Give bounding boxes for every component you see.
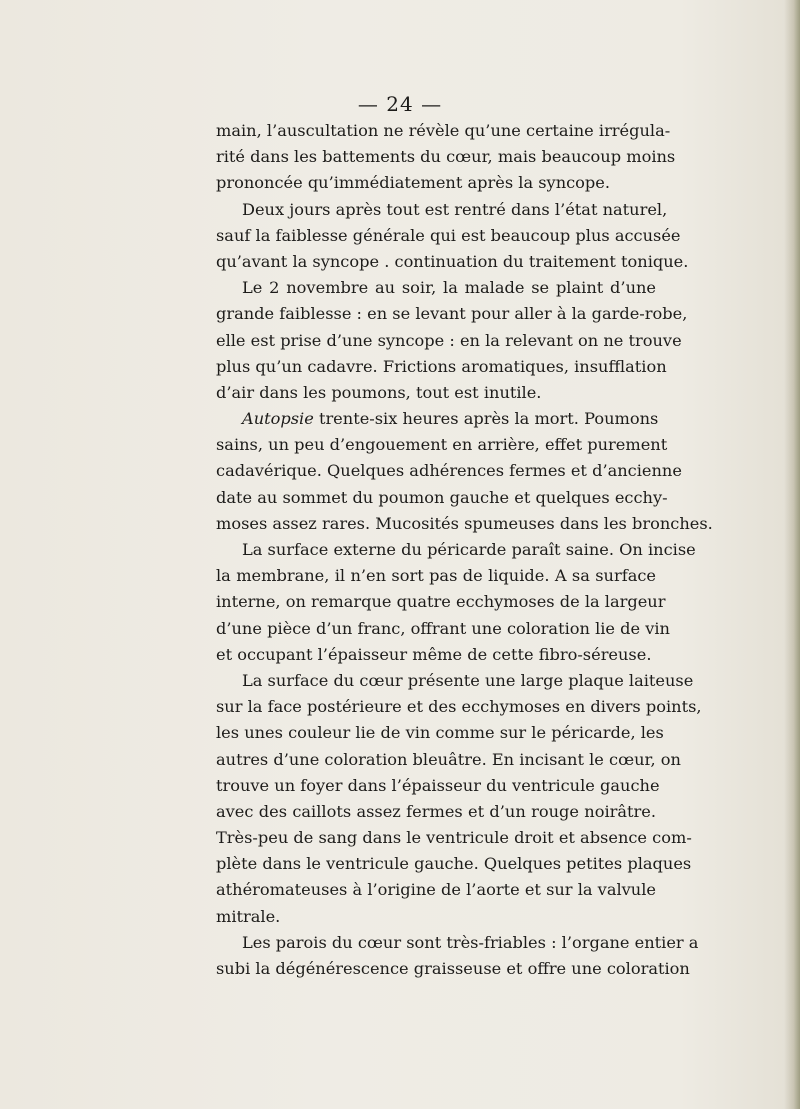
text-line: plète dans le ventricule gauche. Quelques petites plaques (216, 854, 692, 874)
text-line: cadavérique. Quelques adhérences fermes et d’ancienne (216, 461, 682, 481)
text-line: rité dans les battements du cœur, mais beaucoup moins (216, 147, 676, 167)
text-line: d’une pièce d’un franc, offrant une coloration lie de vin (216, 618, 670, 638)
text-line: trouve un foyer dans l’épaisseur du ventricule gauche (216, 775, 660, 795)
text-line: grande faiblesse : en se levant pour aller à la garde-robe, (216, 304, 688, 324)
text-line: Deux jours après tout est rentré dans l’état naturel, (242, 199, 668, 219)
text-line: Le 2 novembre au soir, la malade se plaint d’une (242, 278, 656, 298)
text-line: elle est prise d’une syncope : en la relevant on ne trouve (216, 330, 682, 350)
text-line: avec des caillots assez fermes et d’un rouge noirâtre. (216, 801, 656, 821)
text-line: La surface externe du péricarde paraît saine. On incise (242, 540, 696, 559)
text-line: interne, on remarque quatre ecchymoses de la largeur (216, 592, 666, 612)
text-line: subi la dégénérescence graisseuse et offre une coloration (216, 959, 690, 978)
text-line: qu’avant la syncope . continuation du traitement tonique. (216, 251, 689, 271)
text-line: Très-peu de sang dans le ventricule droit et absence com- (216, 828, 692, 848)
text-line: mitrale. (216, 906, 281, 926)
page-number: — 24 — (357, 92, 443, 116)
text-line-rest: trente-six heures après la mort. Poumons (313, 409, 659, 429)
text-line: autres d’une coloration bleuâtre. En incisant le cœur, on (216, 749, 681, 769)
text-line: sauf la faiblesse générale qui est beaucoup plus accusée (216, 225, 681, 245)
text-line: la membrane, il n’en sort pas de liquide. A sa surface (216, 566, 656, 586)
text-line: et occupant l’épaisseur même de cette fibro-séreuse. (216, 644, 652, 664)
body-text (216, 118, 713, 982)
text-line: d’air dans les poumons, tout est inutile. (216, 382, 542, 402)
text-line: moses assez rares. Mucosités spumeuses dans les bronches. (216, 513, 713, 533)
text-line: main, l’auscultation ne révèle qu’une certaine irrégula- (216, 121, 671, 140)
text-line: sains, un peu d’engouement en arrière, effet purement (216, 435, 668, 455)
page-edge-shadow (784, 0, 800, 1109)
text-line: La surface du cœur présente une large plaque laiteuse (242, 670, 694, 690)
text-line: Les parois du cœur sont très-friables : l’organe entier a (242, 932, 699, 952)
text-line: prononcée qu’immédiatement après la syncope. (216, 173, 611, 193)
text-line: athéromateuses à l’origine de l’aorte et sur la valvule (216, 880, 656, 900)
text-line: les unes couleur lie de vin comme sur le péricarde, les (216, 723, 664, 743)
autopsie-heading: Autopsie (242, 409, 314, 429)
text-line (216, 406, 659, 432)
text-line: sur la face postérieure et des ecchymoses en divers points, (216, 697, 702, 717)
text-line: date au sommet du poumon gauche et quelques ecchy- (216, 487, 668, 507)
text-line: plus qu’un cadavre. Frictions aromatiques, insufflation (216, 356, 667, 376)
